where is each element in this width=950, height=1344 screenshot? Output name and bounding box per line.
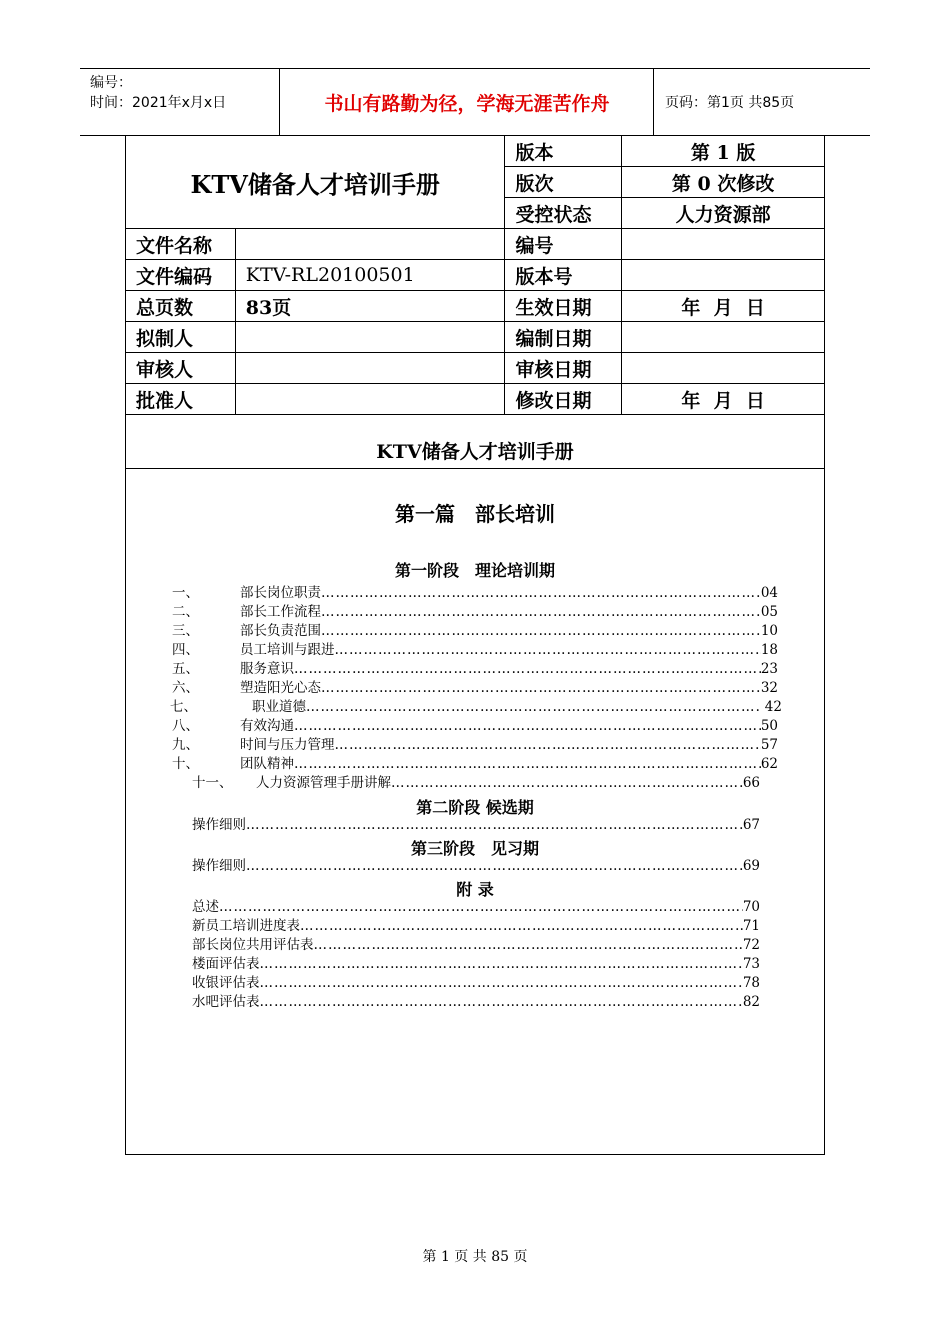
toc-leader — [294, 755, 761, 774]
doc-title: KTV储备人才培训手册 — [126, 136, 505, 229]
meta-label: 编制日期 — [505, 322, 622, 353]
toc-num: 二、 — [172, 604, 199, 620]
stage-title: 第二阶段 候选期 — [416, 798, 534, 817]
toc-page: 23 — [760, 661, 778, 677]
toc-label: 新员工培训进度表 — [192, 918, 300, 934]
meta-value: 第 1 版 — [622, 136, 825, 167]
toc-label: 操作细则 — [192, 858, 246, 874]
toc-item[interactable] — [192, 857, 760, 876]
toc-item[interactable] — [192, 898, 760, 917]
toc-label: 塑造阳光心态 — [240, 680, 321, 696]
stage-title: 第一阶段 理论培训期 — [394, 561, 555, 580]
toc-page: 04 — [760, 585, 778, 601]
meta-value — [622, 353, 825, 384]
toc-page: 18 — [760, 642, 778, 658]
toc-item[interactable] — [192, 774, 760, 793]
toc-leader — [246, 816, 743, 835]
meta-value: KTV-RL20100501 — [235, 260, 505, 291]
toc-label: 人力资源管理手册讲解 — [256, 775, 391, 791]
toc-num: 十一、 — [192, 775, 233, 791]
meta-value: 第 0 次修改 — [622, 167, 825, 198]
toc-label: 团队精神 — [240, 756, 294, 772]
meta-value — [235, 384, 505, 415]
header-motto: 书山有路勤为径，学海无涯苦作舟 — [281, 69, 654, 135]
meta-label: 文件名称 — [126, 229, 236, 260]
toc-page: 71 — [742, 918, 760, 934]
manual-subtitle: KTV储备人才培训手册 — [125, 432, 825, 469]
toc-leader — [294, 717, 761, 736]
toc-leader — [321, 584, 761, 603]
toc-num: 一、 — [172, 585, 199, 601]
toc-leader — [314, 936, 743, 955]
part-title: 第一篇 部长培训 — [395, 502, 555, 526]
toc-page: 73 — [742, 956, 760, 972]
meta-value: 83页 — [235, 291, 505, 322]
meta-label: 版本号 — [505, 260, 622, 291]
toc-leader — [260, 955, 743, 974]
toc-num: 九、 — [172, 737, 199, 753]
toc-label: 服务意识 — [240, 661, 294, 677]
toc-label: 楼面评估表 — [192, 956, 260, 972]
toc-page: 70 — [742, 899, 760, 915]
toc-leader — [294, 660, 761, 679]
toc-page: 62 — [760, 756, 778, 772]
meta-label: 总页数 — [126, 291, 236, 322]
meta-label: 审核人 — [126, 353, 236, 384]
meta-label: 版次 — [505, 167, 622, 198]
toc-item[interactable] — [192, 936, 760, 955]
toc-page: 72 — [742, 937, 760, 953]
toc-label: 水吧评估表 — [192, 994, 260, 1010]
toc-label: 时间与压力管理 — [240, 737, 335, 753]
toc-item[interactable] — [172, 679, 778, 698]
toc-item[interactable] — [172, 660, 778, 679]
toc-item[interactable] — [172, 755, 778, 774]
toc-item[interactable] — [172, 603, 778, 622]
toc-page: 57 — [760, 737, 778, 753]
toc-label: 操作细则 — [192, 817, 246, 833]
toc-page: 78 — [742, 975, 760, 991]
toc-page: 10 — [760, 623, 778, 639]
toc-label: 部长岗位职责 — [240, 585, 321, 601]
meta-value — [622, 229, 825, 260]
meta-value: 年 月 日 — [622, 291, 825, 322]
doc-time: 时间：2021年x月x日 — [90, 95, 227, 111]
toc-num: 十、 — [172, 756, 199, 772]
meta-label: 修改日期 — [505, 384, 622, 415]
toc-num: 八、 — [172, 718, 199, 734]
toc-leader — [335, 641, 761, 660]
toc-item[interactable] — [170, 698, 782, 717]
toc-leader — [306, 698, 761, 717]
meta-label: 版本 — [505, 136, 622, 167]
toc-leader — [321, 603, 761, 622]
document-meta-table — [125, 135, 825, 415]
toc-label: 员工培训与跟进 — [240, 642, 335, 658]
toc-num: 七、 — [170, 699, 197, 715]
meta-label: 审核日期 — [505, 353, 622, 384]
toc-num: 六、 — [172, 680, 199, 696]
meta-label: 文件编码 — [126, 260, 236, 291]
toc-leader — [246, 857, 743, 876]
meta-label: 受控状态 — [505, 198, 622, 229]
toc-leader — [300, 917, 743, 936]
toc-item[interactable] — [192, 974, 760, 993]
header-page-info: 页码：第1页 共85页 — [665, 95, 795, 111]
appendix-title: 附 录 — [456, 880, 494, 899]
toc-leader — [321, 622, 761, 641]
toc-item[interactable] — [192, 816, 760, 835]
toc-label: 部长负责范围 — [240, 623, 321, 639]
toc-page: 42 — [760, 699, 782, 715]
meta-label: 编号 — [505, 229, 622, 260]
toc-leader — [391, 774, 743, 793]
meta-value: 人力资源部 — [622, 198, 825, 229]
toc-label: 总述 — [192, 899, 219, 915]
toc-item[interactable] — [172, 584, 778, 603]
toc-page: 69 — [742, 858, 760, 874]
toc-page: 32 — [760, 680, 778, 696]
toc-leader — [335, 736, 761, 755]
toc-label: 职业道德 — [252, 699, 306, 715]
toc-leader — [219, 898, 743, 917]
toc-leader — [260, 974, 743, 993]
toc-label: 部长岗位共用评估表 — [192, 937, 314, 953]
toc-leader — [260, 993, 743, 1012]
toc-item[interactable] — [172, 622, 778, 641]
meta-value: 年 月 日 — [622, 384, 825, 415]
toc-page: 82 — [742, 994, 760, 1010]
meta-value — [622, 322, 825, 353]
toc-item[interactable] — [172, 641, 778, 660]
toc-num: 四、 — [172, 642, 199, 658]
toc-num: 三、 — [172, 623, 199, 639]
meta-value — [235, 353, 505, 384]
meta-value — [235, 322, 505, 353]
toc-item[interactable] — [192, 917, 760, 936]
toc-num: 五、 — [172, 661, 199, 677]
page-header — [80, 68, 870, 136]
toc-page: 05 — [760, 604, 778, 620]
header-info — [80, 69, 280, 135]
stage-title: 第三阶段 见习期 — [410, 839, 539, 858]
meta-label: 批准人 — [126, 384, 236, 415]
meta-label: 拟制人 — [126, 322, 236, 353]
toc-label: 有效沟通 — [240, 718, 294, 734]
toc-label: 收银评估表 — [192, 975, 260, 991]
toc-leader — [321, 679, 761, 698]
toc-label: 部长工作流程 — [240, 604, 321, 620]
toc-item[interactable] — [172, 736, 778, 755]
toc-item[interactable] — [172, 717, 778, 736]
toc-item[interactable] — [192, 993, 760, 1012]
doc-number-label: 编号： — [90, 75, 132, 91]
toc-page: 50 — [760, 718, 778, 734]
page-footer: 第 1 页 共 85 页 — [422, 1249, 528, 1265]
meta-label: 生效日期 — [505, 291, 622, 322]
toc-page: 66 — [742, 775, 760, 791]
meta-value — [622, 260, 825, 291]
toc-page: 67 — [742, 817, 760, 833]
meta-value — [235, 229, 505, 260]
toc-item[interactable] — [192, 955, 760, 974]
